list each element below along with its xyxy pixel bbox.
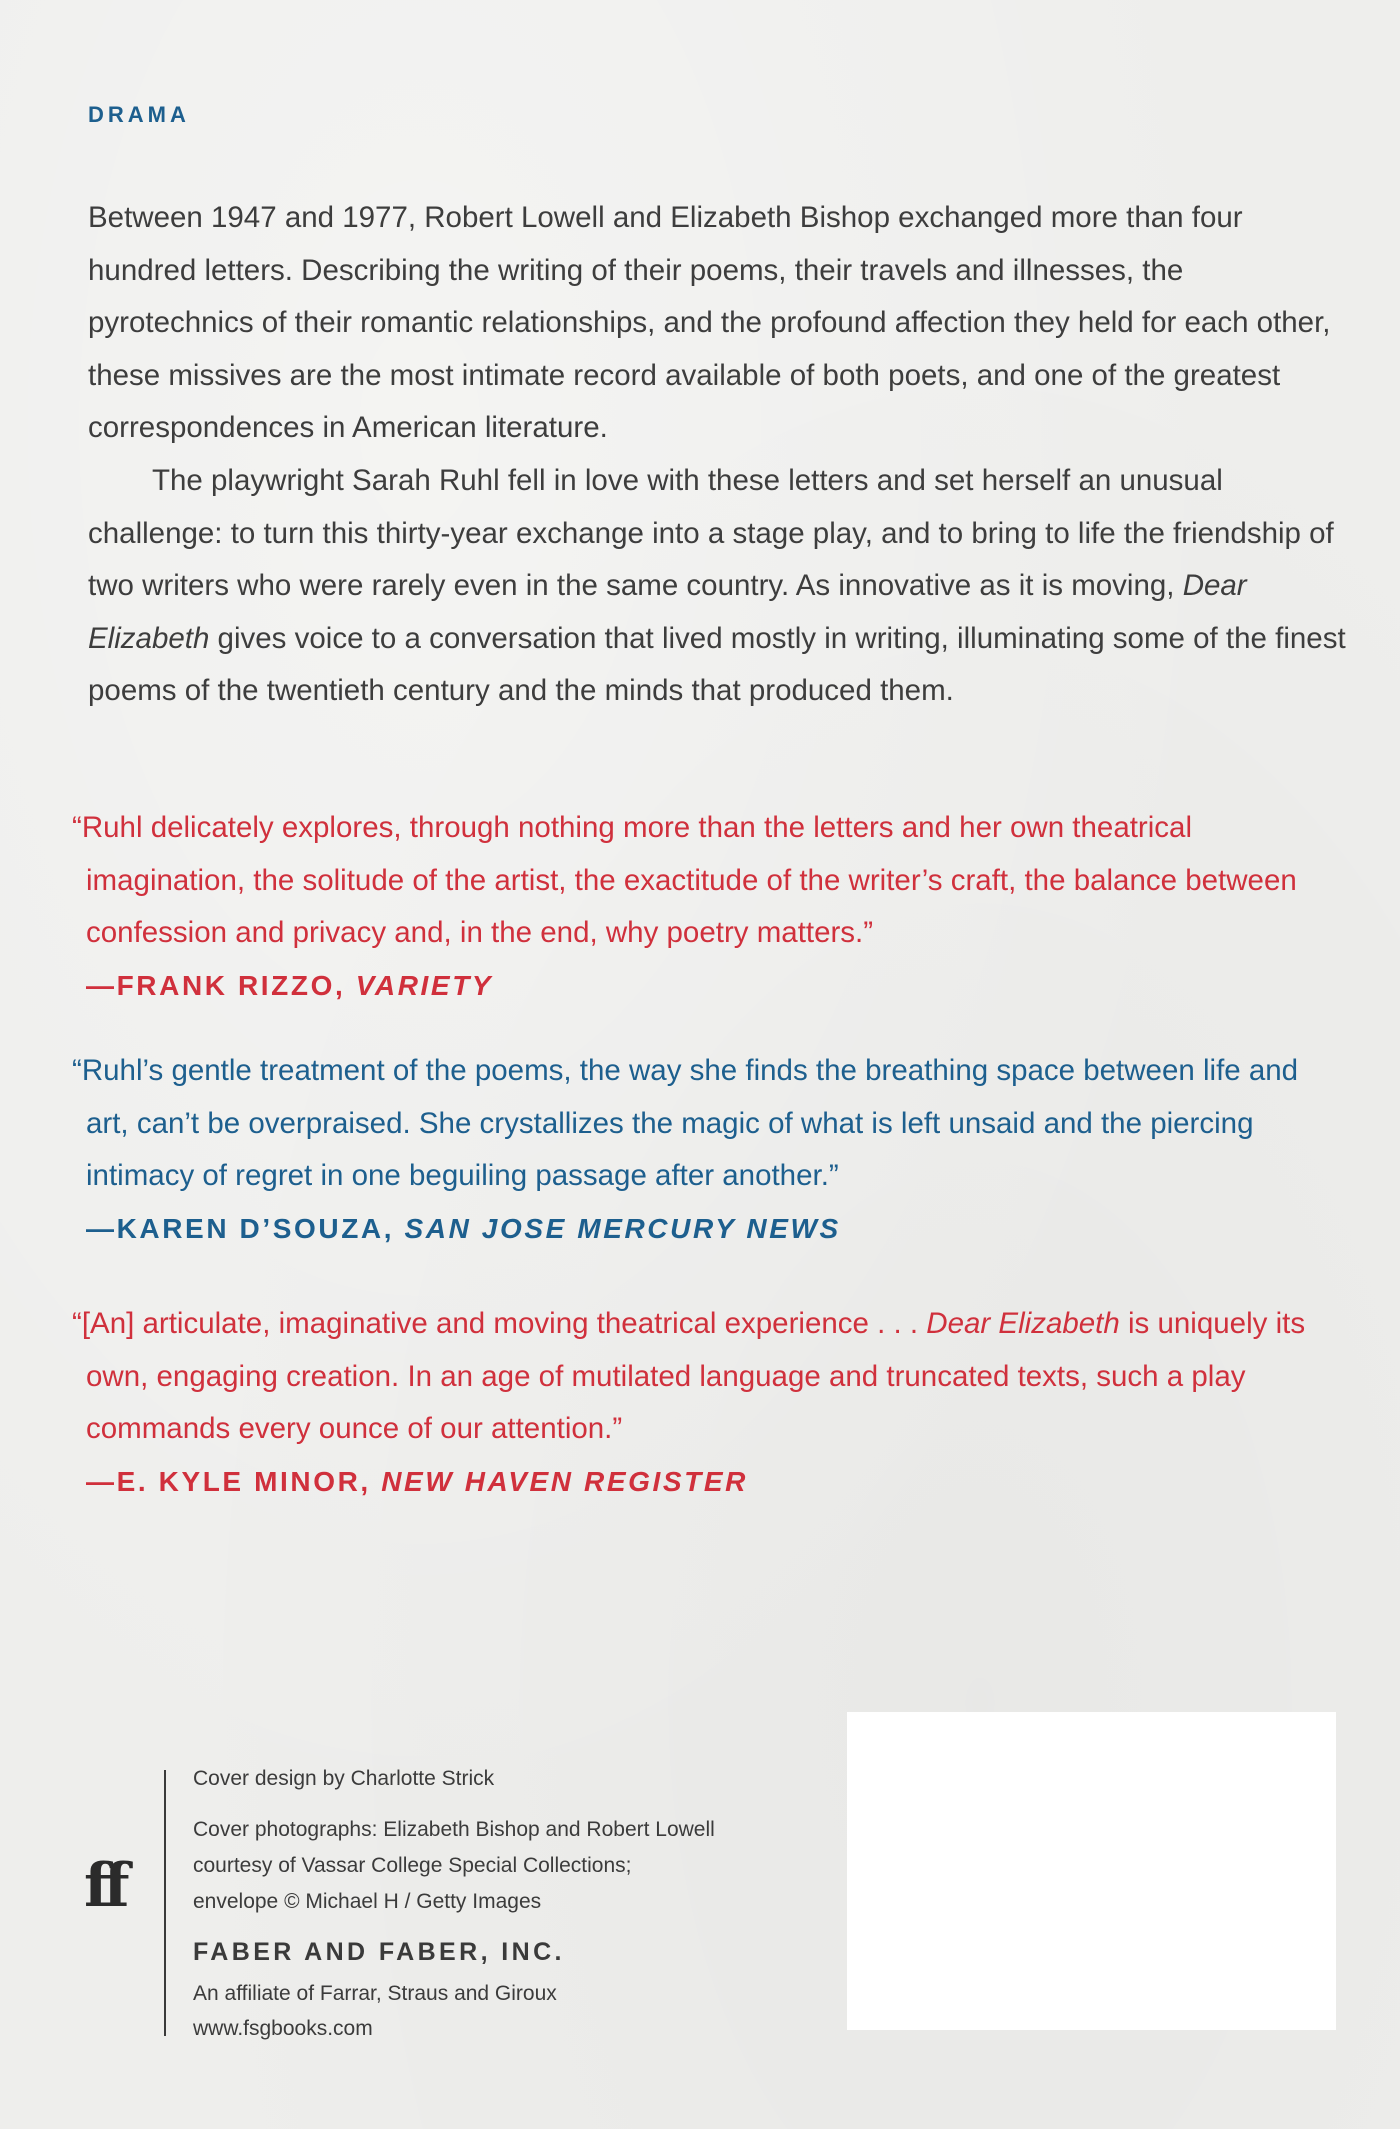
credits-divider xyxy=(164,1770,166,2036)
cover-photo-credit xyxy=(193,1812,813,1920)
publisher-website: www.fsgbooks.com xyxy=(193,2017,373,2040)
faber-ff-logo-icon: ff xyxy=(84,1851,124,1921)
description-paragraph-1: Between 1947 and 1977, Robert Lowell and Elizabeth Bishop exchanged more than four hundred letters. Describing the writing of their poems, their travels and illnesses, the pyrotechnics of their romantic relationships, and the profound affection they held for each other, these missives are the most intimate record available of both poets, and one of the greatest correspondences in American literature. xyxy=(88,201,1331,445)
review-quote-text-start: “[An] articulate, imaginative and moving theatrical experience . . . xyxy=(72,1307,927,1340)
book-title-inline: Dear Elizabeth xyxy=(88,569,1247,655)
barcode-placeholder xyxy=(847,1712,1336,2030)
review-quote-mercury-news xyxy=(72,1045,1342,1255)
book-description xyxy=(88,192,1348,718)
review-quote-variety xyxy=(72,802,1342,1012)
review-quote-text xyxy=(72,1298,1342,1456)
description-paragraph-2 xyxy=(88,455,1348,718)
review-publication: SAN JOSE MERCURY NEWS xyxy=(404,1212,841,1244)
reviewer-name: —KAREN D’SOUZA, xyxy=(86,1212,405,1244)
reviewer-name: —FRANK RIZZO, xyxy=(86,969,356,1001)
review-attribution xyxy=(72,1456,1342,1509)
reviewer-name: —E. KYLE MINOR, xyxy=(86,1465,382,1497)
affiliate-text: An affiliate of Farrar, Straus and Giroux xyxy=(193,1982,557,2005)
description-paragraph-2-end: gives voice to a conversation that lived mostly in writing, illuminating some of the finest poems of the twentieth century and the minds that produced them. xyxy=(88,621,1346,708)
review-attribution xyxy=(72,960,1342,1013)
review-quote-new-haven-register xyxy=(72,1298,1342,1508)
photo-credit-line-2: courtesy of Vassar College Special Collections; xyxy=(193,1854,632,1877)
review-quote-text: “Ruhl delicately explores, through nothing more than the letters and her own theatrical imagination, the solitude of the artist, the exactitude of the writer’s craft, the balance between confession and privacy and, in the end, why poetry matters.” xyxy=(72,811,1297,950)
review-attribution xyxy=(72,1203,1342,1256)
review-quote-text-end: is uniquely its own, engaging creation. In an age of mutilated language and truncated texts, such a play commands every ounce of our attention.” xyxy=(86,1307,1306,1446)
category-label: DRAMA xyxy=(88,102,190,127)
publisher-name: FABER AND FABER, INC. xyxy=(193,1938,565,1966)
book-title-inline: Dear Elizabeth xyxy=(926,1307,1120,1340)
description-paragraph-2-start: The playwright Sarah Ruhl fell in love with these letters and set herself an unusual challenge: to turn this thirty-year exchange into a stage play, and to bring to life the friendship of two writers who were rarely even in the same country. As innovative as it is moving, xyxy=(88,463,1334,603)
review-publication: NEW HAVEN REGISTER xyxy=(381,1465,748,1497)
photo-credit-line-1: Cover photographs: Elizabeth Bishop and Robert Lowell xyxy=(193,1818,715,1841)
photo-credit-line-3: envelope © Michael H / Getty Images xyxy=(193,1890,542,1913)
cover-credits xyxy=(193,1764,813,2046)
publisher-affiliate xyxy=(193,1976,813,2046)
review-publication: VARIETY xyxy=(355,969,494,1001)
cover-design-credit: Cover design by Charlotte Strick xyxy=(193,1767,495,1790)
review-quote-text: “Ruhl’s gentle treatment of the poems, the way she finds the breathing space between life and art, can’t be overpraised. She crystallizes the magic of what is left unsaid and the piercing intimacy of regret in one beguiling passage after another.” xyxy=(72,1054,1299,1193)
